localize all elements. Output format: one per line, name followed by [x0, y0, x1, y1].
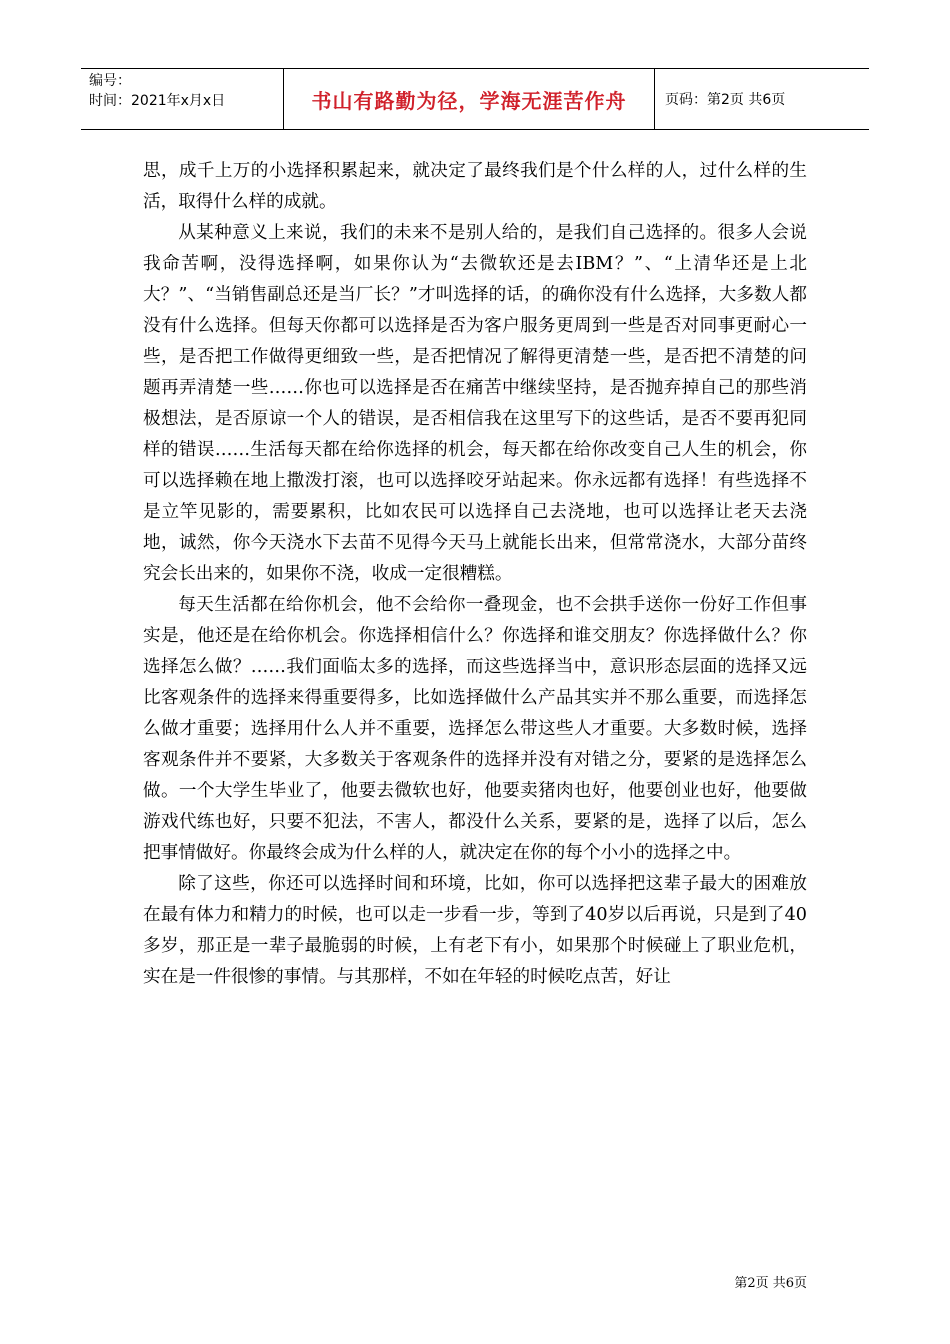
document-number-label: 编号： [89, 73, 131, 89]
paragraph: 除了这些，你还可以选择时间和环境，比如，你可以选择把这辈子最大的困难放在最有体力和精力的时候，也可以走一步看一步，等到了40岁以后再说，只是到了40多岁，那正是一辈子最脆弱的时候，上有老下有小，如果那个时候碰上了职业危机，实在是一件很惨的事情。与其那样，不如在年轻的时候吃点苦，好让 [143, 874, 807, 987]
document-date-label: 时间：2021年x月x日 [89, 93, 226, 109]
paragraph-continued: 思，成千上万的小选择积累起来，就决定了最终我们是个什么样的人，过什么样的生活，取得什么样的成就。 [143, 161, 807, 212]
paragraph: 每天生活都在给你机会，他不会给你一叠现金，也不会拱手送你一份好工作但事实是，他还是在给你机会。你选择相信什么？你选择和谁交朋友？你选择做什么？你选择怎么做？……我们面临太多的选择，而这些选择当中，意识形态层面的选择又远比客观条件的选择来得重要得多，比如选择做什么产品其实并不那么重要，而选择怎么做才重要；选择用什么人并不重要，选择怎么带这些人才重要。大多数时候，选择客观条件并不要紧，大多数关于客观条件的选择并没有对错之分，要紧的是选择怎么做。一个大学生毕业了，他要去微软也好，他要卖猪肉也好，他要创业也好，他要做游戏代练也好，只要不犯法，不害人，都没什么关系，要紧的是，选择了以后，怎么把事情做好。你最终会成为什么样的人，就决定在你的每个小小的选择之中。 [143, 595, 807, 863]
document-body [143, 156, 807, 993]
header-page-label: 页码：第2页 共6页 [665, 92, 786, 108]
page-header [81, 68, 869, 130]
header-motto: 书山有路勤为径，学海无涯苦作舟 [283, 69, 655, 129]
page-footer: 第2页 共6页 [734, 1276, 807, 1291]
paragraph: 从某种意义上来说，我们的未来不是别人给的，是我们自己选择的。很多人会说我命苦啊，没得选择啊，如果你认为“去微软还是去IBM？”、“上清华还是上北大？”、“当销售副总还是当厂长？”才叫选择的话，的确你没有什么选择，大多数人都没有什么选择。但每天你都可以选择是否为客户服务更周到一些是否对同事更耐心一些，是否把工作做得更细致一些，是否把情况了解得更清楚一些，是否把不清楚的问题再弄清楚一些……你也可以选择是否在痛苦中继续坚持，是否抛弃掉自己的那些消极想法，是否原谅一个人的错误，是否相信我在这里写下的这些话，是否不要再犯同样的错误……生活每天都在给你选择的机会，每天都在给你改变自己人生的机会，你可以选择赖在地上撒泼打滚，也可以选择咬牙站起来。你永远都有选择！有些选择不是立竿见影的，需要累积，比如农民可以选择自己去浇地，也可以选择让老天去浇地，诚然，你今天浇水下去苗不见得今天马上就能长出来，但常常浇水，大部分苗终究会长出来的，如果你不浇，收成一定很糟糕。 [143, 223, 807, 584]
header-meta-cell [81, 69, 283, 129]
